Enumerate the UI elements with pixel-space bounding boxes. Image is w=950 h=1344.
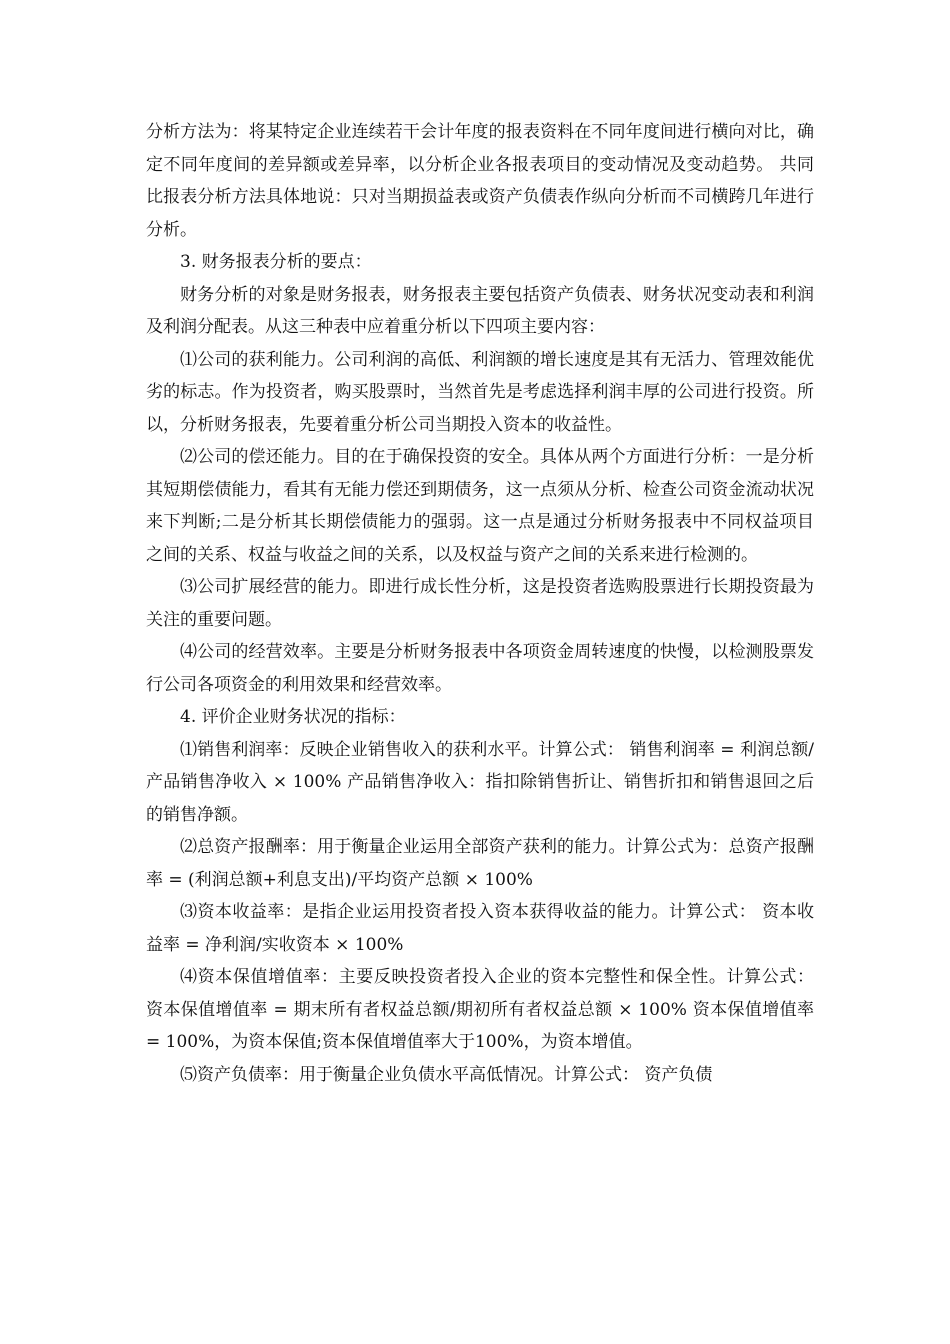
- paragraph-capital-return: ⑶资本收益率：是指企业运用投资者投入资本获得收益的能力。计算公式： 资本收益率 = 净利润/实收资本 × 100%: [146, 902, 814, 955]
- paragraph-operating-efficiency: ⑷公司的经营效率。主要是分析财务报表中各项资金周转速度的快慢，以检测股票发行公司各项资金的利用效果和经营效率。: [146, 642, 814, 695]
- heading-financial-indicators: 4. 评价企业财务状况的指标：: [180, 707, 406, 727]
- paragraph-solvency: ⑵公司的偿还能力。目的在于确保投资的安全。具体从两个方面进行分析：一是分析其短期偿债能力，看其有无能力偿还到期债务，这一点须从分析、检查公司资金流动状况来下判断;二是分析其长期偿债能力的强弱。这一点是通过分析财务报表中不同权益项目之间的关系、权益与收益之间的关系，以及权益与资产之间的关系来进行检测的。: [146, 447, 814, 565]
- paragraph-sales-profit-rate: ⑴销售利润率：反映企业销售收入的获利水平。计算公式： 销售利润率 = 利润总额/产品销售净收入 × 100% 产品销售净收入：指扣除销售折让、销售折扣和销售退回之后的销售净额。: [146, 739, 814, 825]
- paragraph-analysis-object: 财务分析的对象是财务报表，财务报表主要包括资产负债表、财务状况变动表和利润及利润分配表。从这三种表中应着重分析以下四项主要内容：: [146, 284, 814, 337]
- document-page: [146, 116, 814, 1091]
- paragraph-expansion-ability: ⑶公司扩展经营的能力。即进行成长性分析，这是投资者选购股票进行长期投资最为关注的重要问题。: [146, 577, 814, 630]
- paragraph-capital-preservation: ⑷资本保值增值率：主要反映投资者投入企业的资本完整性和保全性。计算公式： 资本保值增值率 = 期末所有者权益总额/期初所有者权益总额 × 100% 资本保值增值率 = 100%，为资本保值;资本保值增值率大于100%，为资本增值。: [146, 967, 814, 1052]
- heading-report-analysis-points: 3. 财务报表分析的要点：: [180, 252, 372, 272]
- paragraph-analysis-method: 分析方法为：将某特定企业连续若干会计年度的报表资料在不同年度间进行横向对比，确定不同年度间的差异额或差异率，以分析企业各报表项目的变动情况及变动趋势。 共同比报表分析方法具体地说：只对当期损益表或资产负债表作纵向分析而不司横跨几年进行分析。: [146, 122, 814, 240]
- paragraph-total-asset-return: ⑵总资产报酬率：用于衡量企业运用全部资产获利的能力。计算公式为：总资产报酬率 = (利润总额+利息支出)/平均资产总额 × 100%: [146, 837, 814, 890]
- paragraph-profitability: ⑴公司的获利能力。公司利润的高低、利润额的增长速度是其有无活力、管理效能优劣的标志。作为投资者，购买股票时，当然首先是考虑选择利润丰厚的公司进行投资。所以，分析财务报表，先要着重分析公司当期投入资本的收益性。: [146, 349, 814, 435]
- paragraph-debt-ratio: ⑸资产负债率：用于衡量企业负债水平高低情况。计算公式： 资产负债: [180, 1064, 713, 1085]
